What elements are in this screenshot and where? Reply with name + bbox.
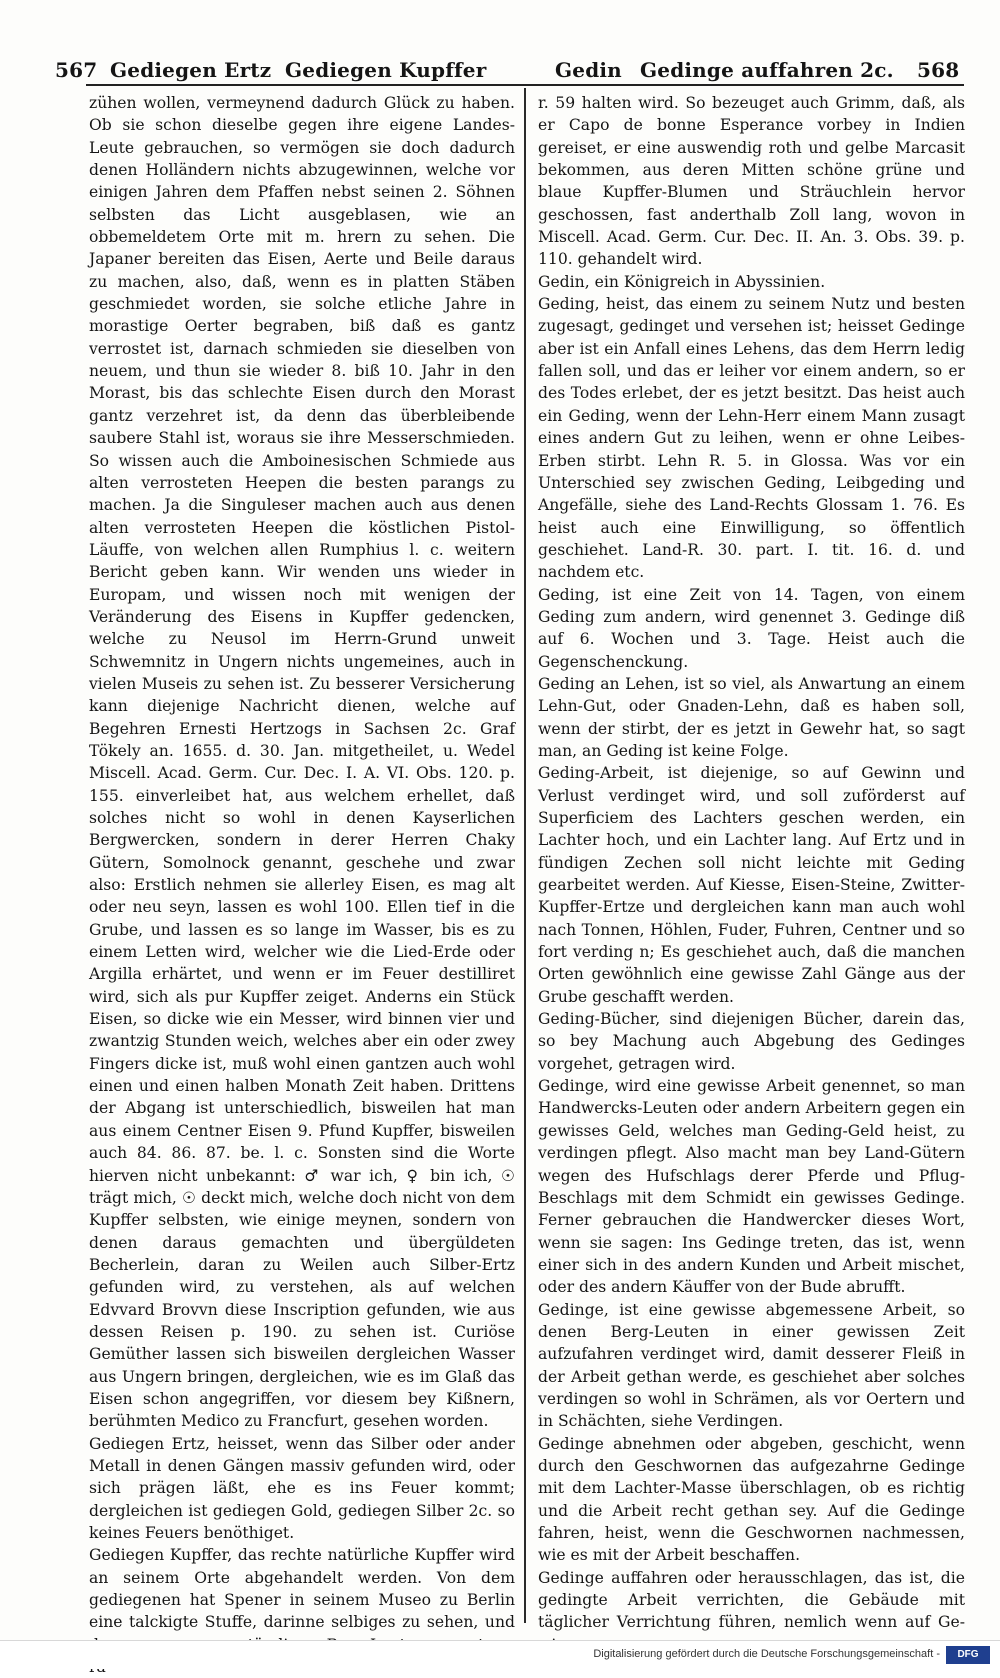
entry-gedinge-abnehmen: Gedinge abnehmen oder abgeben, geschicht, wenn durch den Geschwornen das aufgezahrne Gedinge mit dem Lachter-Masse überschlagen, ob es richtig und die Arbeit recht gethan sey. Auf die Gedinge fahren, heist, wenn die Geschwornen nachmessen, wie es mit der Arbeit beschaffen. (538, 1434, 965, 1565)
footer-bar (0, 1640, 1000, 1669)
right-column (538, 92, 965, 1632)
page-number-left: 567 (55, 58, 98, 82)
right-catchword-1: Gedin (555, 58, 622, 82)
left-catchword-1: Gediegen Ertz (110, 58, 272, 82)
entry-geding-zeit: Geding, ist eine Zeit von 14. Tagen, von einem Geding zum andern, wird genennet 3. Gedinge diß auf 6. Wochen und 3. Tage. Heist auch die Gegenschenckung. (538, 585, 965, 671)
entry-gediegen-ertz: Gediegen Ertz, heisset, wenn das Silber oder ander Metall in denen Gängen massiv gefunden wird, oder sich prägen läßt, ehe es ins Feuer kommt; dergleichen ist gediegen Gold, gediegen Silber 2c. so keines Feuers benöthiget. (89, 1434, 515, 1542)
left-catchword-2: Gediegen Kupffer (285, 58, 487, 82)
footer-credit: Digitalisierung gefördert durch die Deutsche Forschungsgemeinschaft - (593, 1648, 940, 1660)
right-catchword-2: Gedinge auffahren 2c. (640, 58, 894, 82)
left-paragraph: zühen wollen, vermeynend dadurch Glück zu haben. Ob sie schon dieselbe gegen ihre eigene Landes-Leute gebrauchen, so vermögen sie doch dadurch denen Holländern nichts abzugewinnen, welche vor einigen Jahren dem Pfaffen nebst seinen 2. Söhnen selbsten das Licht ausgeblasen, wie an obbemeldetem Orte mit m. hrern zu sehen. Die Japaner bereiten das Eisen, Aerte und Beile daraus zu machen, also, daß, wenn es in platten Stäben geschmiedet worden, sie solche etliche Jahre in morastige Oerter begraben, biß daß es gantz verrostet ist, darnach schmieden sie dieselben von neuem, und thun sie wieder 8. biß 10. Jahr in den Morast, bis das schlechte Eisen durch den Morast gantz verzehret ist, da denn das überbleibende saubere Stahl ist, woraus sie ihre Messerschmieden. So wissen auch die Amboinesischen Schmiede aus alten verrosteten Heepen die besten parangs zu machen. Ja die Singuleser machen auch aus denen alten verrosteten Heepen die köstlichen Pistol-Läuffe, von welchen allen Rumphius l. c. weitern Bericht geben kann. Wir wenden uns wieder in Europam, und wissen noch mit wenigen der Veränderung des Eisens in Kupffer gedencken, welche zu Neusol im Herrn-Grund unweit Schwemnitz in Ungern nichts ungemeines, auch in vielen Museis zu sehen ist. Zu besserer Versicherung kann diejenige Nachricht dienen, welche auf Begehren Ernesti Hertzogs in Sachsen 2c. Graf Tökely an. 1655. d. 30. Jan. mitgetheilet, u. Wedel Miscell. Acad. Germ. Cur. Dec. I. A. VI. Obs. 120. p. 155. einverleibet hat, aus welchem erhellet, daß solches nicht so wohl in denen Kayserlichen Bergwercken, sondern in derer Herren Chaky Gütern, Somolnock genannt, geschehe und zwar also: Erstlich nehmen sie allerley Eisen, es mag alt oder neu seyn, lassen es wohl 100. Ellen tief in die Grube, und lassen es so lange im Wasser, bis es zu einem Letten wird, welcher wie die Lied-Erde oder Argilla erhärtet, und wenn er im Feuer destilliret wird, sich als pur Kupffer zeiget. Anderns ein Stück Eisen, so dicke wie ein Messer, wird binnen vier und zwantzig Stunden weich, welches aber ein oder zwey Fingers dicke ist, muß wohl einen gantzen auch wohl einen und einen halben Monath Zeit haben. Drittens der Abgang ist unterschiedlich, bisweilen hat man aus einem Centner Eisen 9. Pfund Kupffer, bisweilen auch 84. 86. 87. be. l. c. Sonsten sind die Worte hierven nicht unbekannt: ♂ war ich, ♀ bin ich, ☉ trägt mich, ☉ deckt mich, welche doch nicht von dem Kupffer selbsten, wie einige meynen, sondern von denen daraus gemachten und übergüldeten Becherlein, daran zu Weilen auch Silber-Ertz gefunden wird, zu verstehen, als auf welchen Edvvard Brovvn diese Inscription gefunden, wie aus dessen Reisen p. 190. zu sehen ist. Curiöse Gemüther lassen sich bisweilen dergleichen Wasser aus Ungern bringen, dergleichen, wie es im Glaß das Eisen schon angegriffen, vor diesem bey Kißnern, berühmten Medico zu Francfurt, gesehen worden. (89, 94, 515, 1431)
entry-geding-buecher: Geding-Bücher, sind diejenigen Bücher, darein das, so bey Machung auch Abgebung des Gedinges vorgehet, getragen wird. (538, 1010, 965, 1073)
entry-gediegen-kupffer: Gediegen Kupffer, das rechte natürliche Kupffer wird an seinem Orte abgehandelt werden. Von dem gediegenen hat Spener in seinem Museo zu Berlin eine talckigte Stuffe, darinne selbiges zu sehen, und (89, 1546, 515, 1632)
entry-gedinge-1: Gedinge, wird eine gewisse Arbeit genennet, so man Handwercks-Leuten oder andern Arbeitern gegen ein gewisses Geld, welches man Geding-Geld heist, zu verdingen pflegt. Also macht man bey Land-Gütern wegen des Hufschlags derer Pferde und Pflug-Beschlags mit dem Schmidt ein gewisses Gedinge. Ferner gebrauchen die Handwercker dieses Wort, wenn sie sagen: Ins Gedinge treten, das ist, wenn einer sich in des andern Kunden und Arbeit mischet, oder des andern Käuffer von der Bude abrufft. (538, 1077, 965, 1297)
dfg-logo: DFG (946, 1646, 990, 1664)
entry-gedin: Gedin, ein Königreich in Abyssinien. (538, 272, 826, 291)
entry-gedinge-auffahren: Gedinge auffahren oder herausschlagen, das ist, die gedingte Arbeit verrichten, die Gebäude mit täglicher Verrichtung führen, nemlich wenn auf Ge- (538, 1568, 965, 1632)
entry-geding: Geding, heist, das einem zu seinem Nutz und besten zugesagt, gedinget und versehen ist; heisset Gedinge aber ist ein Anfall eines Lehens, das dem Herrn ledig fallen soll, und das er leiher vor einem andern, so er des Todes erlebet, der es jetzt besitzt. Das heist auch ein Geding, wenn der Lehn-Herr einem Mann zusagt eines andern Gut zu leihen, wenn er ohne Leibes-Erben stirbt. Lehn R. 5. in Glossa. Was vor ein Unterschied sey zwischen Geding, Leibgeding und Angefälle, siehe des Land-Rechts Glossam 1. 76. Es heist auch eine Einwilligung, so öffentlich geschiehet. Land-R. 30. part. I. tit. 16. d. und nachdem etc. (538, 295, 965, 582)
column-divider (524, 88, 526, 1623)
right-paragraph: r. 59 halten wird. So bezeuget auch Grimm, daß, als er Capo de bonne Esperance vorbey in Indien gereiset, er eine auswendig roth und gelbe Marcasit bekommen, aus deren Mitten schöne grüne und blaue Kupffer-Blumen und Sträuchlein hervor geschossen, fast anderthalb Zoll lang, wovon in Miscell. Acad. Germ. Cur. Dec. II. An. 3. Obs. 39. p. 110. gehandelt wird. (538, 94, 965, 269)
entry-geding-arbeit: Geding-Arbeit, ist diejenige, so auf Gewinn und Verlust verdinget wird, und soll zuförderst auf Superficiem des Lachters geschen werden, ein Lachter hoch, und ein Lachter lang. Auf Ertz und in fündigen Zechen soll nicht leichte mit Geding gearbeitet werden. Auf Kiesse, Eisen-Steine, Zwitter-Kupffer-Ertze und dergleichen kann man auch wohl nach Tonnen, Höhlen, Fuder, Fuhren, Centner und so fort verding n; Es geschiehet auch, daß die manchen Orten gewöhnlich eine gewisse Zahl Gänge aus der Grube geschafft werden. (538, 764, 965, 1006)
entry-gedinge-2: Gedinge, ist eine gewisse abgemessene Arbeit, so denen Berg-Leuten in einer gewissen Zeit aufzufahren verdinget wird, damit desserer Fleiß in der Arbeit gethan werde, es geschiehet aber solches verdingen so wohl in Schrämen, als vor Oertern und in Schächten, siehe Verdingen. (538, 1300, 965, 1431)
left-column (89, 92, 515, 1632)
entry-geding-an-lehen: Geding an Lehen, ist so viel, als Anwartung an einem Lehn-Gut, oder Gnaden-Lehn, daß es haben soll, wenn der stirbt, der es jetzt in Gewehr hat, so sagt man, an Geding ist keine Folge. (538, 674, 965, 760)
header-rule (86, 84, 964, 86)
page-number-right: 568 (917, 58, 960, 82)
